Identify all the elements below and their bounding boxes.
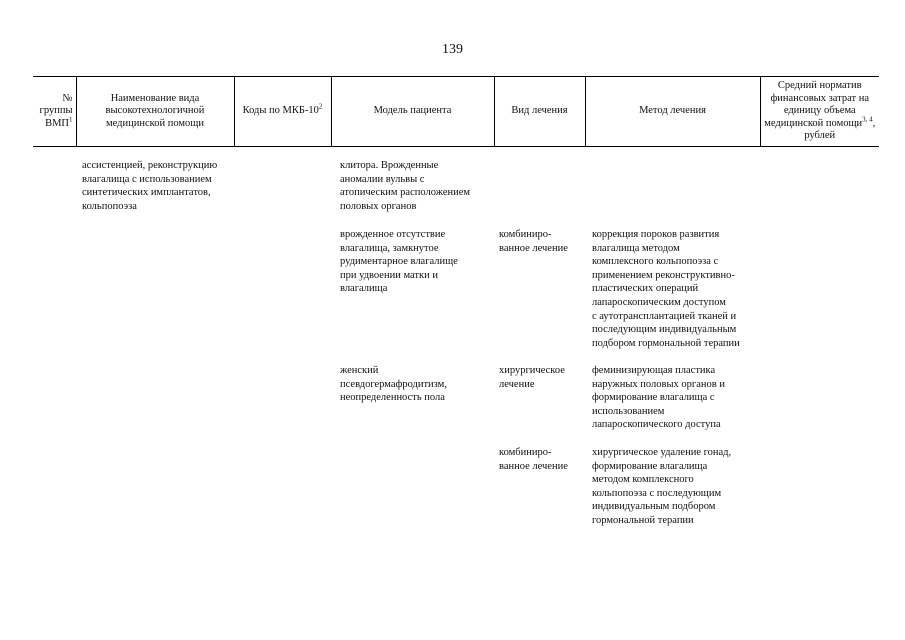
text-line: индивидуальным подбором (592, 501, 716, 513)
text-line: хирургическое удаление гонад, (592, 447, 732, 458)
text-line: комбиниро- (499, 447, 552, 458)
treatment-type-cell (499, 446, 568, 473)
text-line: при удвоении матки и (340, 269, 438, 281)
text-line: формирование влагалища (592, 460, 708, 472)
header-care-type-name: Наименование вида высокотехнологичной медицинской помощи (76, 77, 234, 147)
text-line: влагалища методом (592, 242, 680, 254)
header-icd-codes: Коды по МКБ-$10^2$ (234, 77, 331, 147)
text-line: кольпопоэза с последующим (592, 487, 722, 499)
text-line: подбором гормональной терапии (592, 337, 740, 349)
text-line: использованием (592, 405, 665, 417)
text-line: комплексного кольпопоэза с (592, 256, 719, 268)
header-patient-model: Модель пациента (331, 77, 494, 147)
header-treatment-method: Метод лечения (585, 77, 760, 147)
text-line: лапароскопическим доступом (592, 296, 726, 308)
text-line: ассистенцией, реконструкцию (82, 160, 218, 171)
text-line: методом комплексного (592, 474, 694, 486)
text-line: гормональной терапии (592, 514, 694, 526)
text-line: лечение (499, 378, 535, 390)
text-line: наружных половых органов и (592, 378, 725, 390)
text-line: неопределенность пола (340, 392, 445, 404)
text-line: врожденное отсутствие (340, 229, 446, 240)
text-line: хирургическое (499, 365, 565, 376)
text-line: феминизирующая пластика (592, 365, 716, 376)
treatment-method-cell (592, 364, 725, 432)
treatment-method-cell (592, 228, 740, 350)
text-line: женский (340, 365, 379, 376)
text-line: клитора. Врожденные (340, 160, 439, 171)
text-line: формирование влагалища с (592, 392, 715, 404)
patient-model-cell (340, 364, 447, 405)
text-line: влагалища (340, 283, 388, 295)
patient-model-cell (340, 159, 470, 213)
text-line: с аутотрансплантацией тканей и (592, 310, 737, 322)
text-line: ванное лечение (499, 242, 568, 254)
text-line: последующим индивидуальным (592, 324, 737, 336)
header-group-number: № группы ВМП$^1$ (33, 77, 76, 147)
text-line: влагалища с использованием (82, 173, 212, 185)
text-line: комбиниро- (499, 229, 552, 240)
text-line: рудиментарное влагалище (340, 256, 458, 268)
text-line: ванное лечение (499, 460, 568, 472)
care-type-name-cell (82, 159, 217, 213)
header-average-cost: Средний норматив финансовых затрат на единицу объема медицинской помощи$^{3, 4}$, рублей (760, 77, 879, 147)
header-treatment-type: Вид лечения (494, 77, 585, 147)
text-line: половых органов (340, 200, 417, 212)
text-line: коррекция пороков развития (592, 229, 720, 240)
treatment-method-cell (592, 446, 731, 528)
text-line: пластических операций (592, 283, 699, 295)
text-line: применением реконструктивно- (592, 269, 735, 281)
table-header (33, 76, 879, 147)
treatment-type-cell (499, 228, 568, 255)
page-number: 139 (442, 42, 463, 57)
patient-model-cell (340, 228, 458, 296)
text-line: кольпопоэза (82, 200, 137, 212)
text-line: синтетических имплантатов, (82, 187, 211, 199)
treatment-type-cell (499, 364, 565, 391)
text-line: атопическим расположением (340, 187, 471, 199)
text-line: влагалища, замкнутое (340, 242, 439, 254)
text-line: лапароскопического доступа (592, 419, 721, 431)
text-line: аномалии вульвы с (340, 173, 425, 185)
text-line: псевдогермафродитизм, (340, 378, 447, 390)
